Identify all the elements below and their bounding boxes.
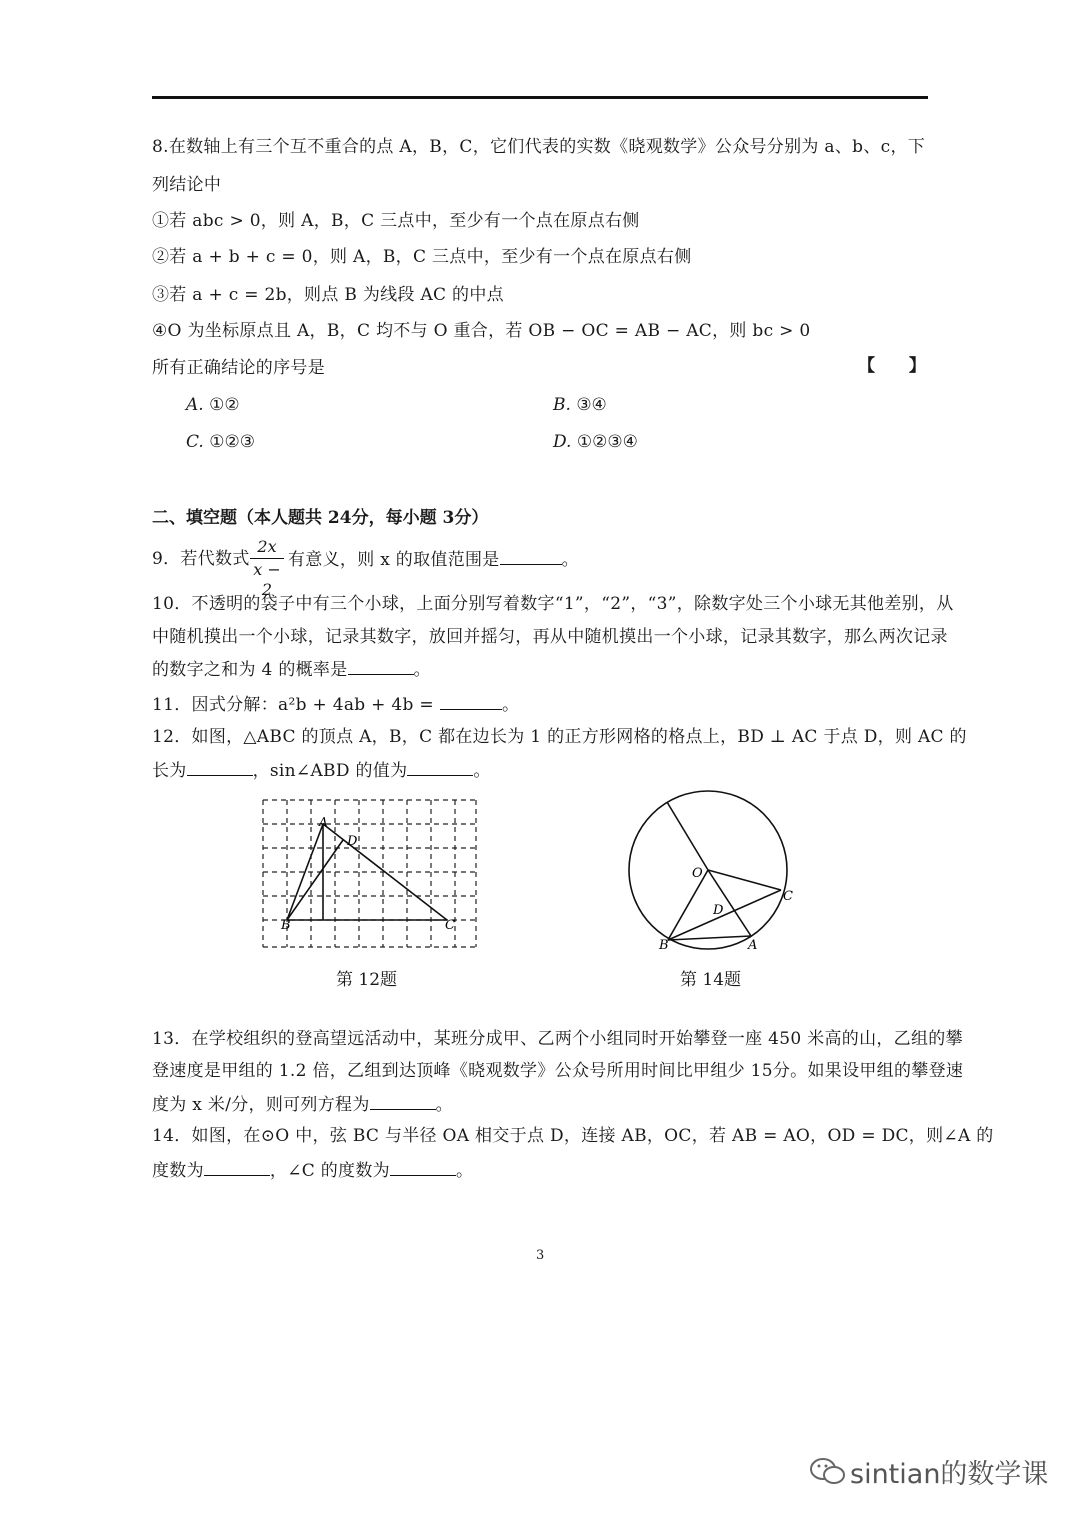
- q9-fraction: [248, 537, 286, 600]
- fraction-numerator: 2x: [257, 537, 277, 556]
- q11-text: 11．因式分解：a²b + 4ab + 4b =: [152, 695, 434, 715]
- q12-line1: 12．如图，△ABC 的顶点 A，B，C 都在边长为 1 的正方形网格的格点上，BD ⊥ AC 于点 D，则 AC 的: [152, 727, 967, 747]
- option-a-letter: A.: [186, 395, 204, 415]
- section-heading: 二、填空题（本人题共 24分，每小题 3分）: [152, 508, 489, 528]
- q13-line3: [152, 1093, 453, 1116]
- answer-blank: [370, 1093, 436, 1110]
- q10-line3: [152, 658, 431, 681]
- option-a-text: ①②: [209, 395, 240, 415]
- q8-statement-2: ②若 a + b + c = 0，则 A，B，C 三点中，至少有一个点在原点右侧: [152, 247, 692, 267]
- answer-blank: [348, 658, 414, 675]
- fraction-bar: [250, 558, 284, 559]
- answer-blank: [204, 1159, 270, 1176]
- q14-line1: 14．如图，在⊙O 中，弦 BC 与半径 OA 相交于点 D，连接 AB，OC，若 AB = AO，OD = DC，则∠A 的: [152, 1126, 994, 1146]
- q10-line3-text: 的数字之和为 4 的概率是: [152, 660, 348, 680]
- q13-line1: 13．在学校组织的登高望远活动中，某班分成甲、乙两个小组同时开始攀登一座 450 米高的山，乙组的攀: [152, 1029, 963, 1049]
- label-c: C: [445, 918, 455, 933]
- figure-14-caption: 第 14题: [680, 970, 742, 990]
- q9-end: 。: [561, 550, 579, 570]
- q14-line2b: ，∠C 的度数为: [269, 1161, 390, 1181]
- answer-blank: [500, 548, 562, 565]
- q12-line2b: ，sin∠ABD 的值为: [252, 761, 408, 781]
- option-c-letter: C.: [186, 432, 204, 452]
- q13-line3-text: 度为 x 米/分，则可列方程为: [152, 1095, 370, 1115]
- option-b: [553, 394, 607, 416]
- q10-line1: 10．不透明的袋子中有三个小球，上面分别写着数字“1”，“2”，“3”，除数字处三个小球无其他差别，从: [152, 594, 954, 614]
- q10-end: 。: [413, 660, 431, 680]
- label-d: D: [713, 903, 724, 918]
- q8-prompt: 所有正确结论的序号是: [152, 358, 325, 378]
- page-number: 3: [536, 1248, 545, 1263]
- label-c: C: [783, 889, 793, 904]
- option-d: [553, 431, 638, 453]
- q14-line2a: 度数为: [152, 1161, 204, 1181]
- q9-after: [288, 548, 579, 571]
- label-b: B: [281, 918, 291, 933]
- label-d: D: [347, 834, 358, 849]
- watermark-text: sintian的数学课: [850, 1459, 1049, 1490]
- answer-blank: [440, 693, 502, 710]
- label-b: B: [659, 938, 669, 953]
- label-o: O: [692, 866, 703, 881]
- option-c-text: ①②③: [209, 432, 255, 452]
- q11-line: [152, 693, 519, 716]
- figure-14: [615, 790, 805, 960]
- q12-line2: [152, 759, 491, 782]
- fraction-denominator: x − 2: [253, 560, 281, 599]
- figure-12: [255, 792, 485, 957]
- option-a: [186, 394, 240, 416]
- q12-end: 。: [473, 761, 491, 781]
- q8-line1: 8.在数轴上有三个互不重合的点 A，B，C，它们代表的实数《晓观数学》公众号分别为 a、b、c，下: [152, 137, 926, 157]
- q14-end: 。: [455, 1161, 474, 1181]
- answer-blank: [390, 1159, 456, 1176]
- option-d-text: ①②③④: [576, 432, 638, 452]
- option-b-letter: B.: [553, 395, 571, 415]
- header-rule: [152, 96, 928, 99]
- option-c: [186, 431, 255, 453]
- q8-statement-1: ①若 abc > 0，则 A，B，C 三点中，至少有一个点在原点右侧: [152, 211, 640, 231]
- q9-after-text: 有意义，则 x 的取值范围是: [288, 550, 500, 570]
- q11-end: 。: [501, 695, 520, 715]
- q10-line2: 中随机摸出一个小球，记录其数字，放回并摇匀，再从中随机摸出一个小球，记录其数字，那么两次记录: [152, 627, 948, 647]
- chord-lines: [667, 802, 781, 940]
- q8-line2: 列结论中: [152, 175, 222, 195]
- q9-before: 9．若代数式: [152, 549, 250, 569]
- wechat-icon: [808, 1455, 848, 1489]
- label-a: A: [319, 815, 328, 829]
- q13-end: 。: [435, 1095, 453, 1115]
- q8-statement-4: ④O 为坐标原点且 A，B，C 均不与 O 重合，若 OB − OC = AB − AC，则 bc > 0: [152, 321, 811, 341]
- answer-bracket: 【 】: [858, 356, 940, 376]
- answer-blank: [407, 759, 473, 776]
- q12-line2a: 长为: [152, 761, 187, 781]
- answer-blank: [187, 759, 253, 776]
- label-a: A: [748, 938, 758, 953]
- q8-statement-3: ③若 a + c = 2b，则点 B 为线段 AC 的中点: [152, 285, 504, 305]
- figure-12-caption: 第 12题: [336, 970, 398, 990]
- option-b-text: ③④: [576, 395, 607, 415]
- option-d-letter: D.: [553, 432, 572, 452]
- q14-line2: [152, 1159, 473, 1182]
- q13-line2: 登速度是甲组的 1.2 倍，乙组到达顶峰《晓观数学》公众号所用时间比甲组少 15分。如果设甲组的攀登速: [152, 1061, 964, 1081]
